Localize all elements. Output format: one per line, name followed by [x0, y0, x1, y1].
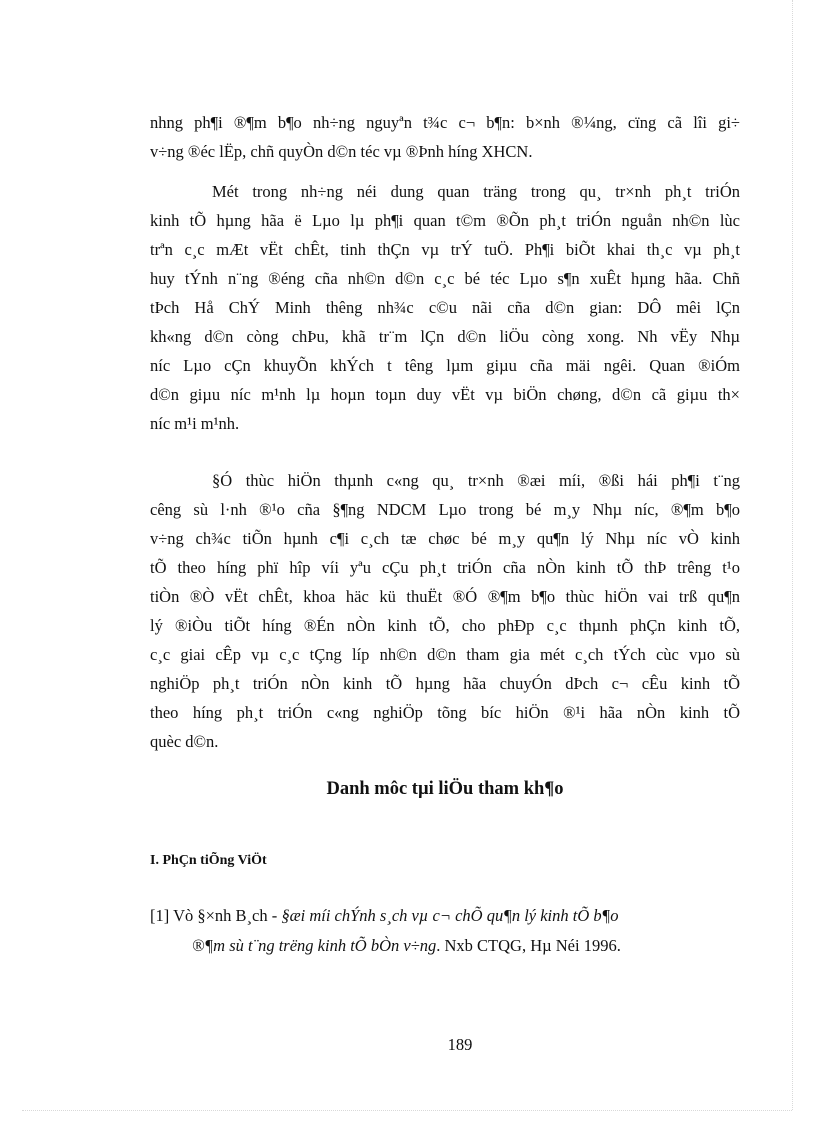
text-line: kh«ng d©n còng chÞu, khã tr¨m lÇn d©n liÖu còng xong. Nh vËy Nhµ	[150, 327, 740, 346]
page-edge-guide-bottom	[22, 1110, 792, 1111]
text-line: d©n giµu níc m¹nh lµ hoµn toµn duy vËt vµ biÖn chøng, d©n cã giµu th×	[150, 385, 740, 404]
reference-entry	[150, 901, 750, 961]
text-line: tÕ theo híng phï hîp víi yªu cÇu ph¸t triÓn cña nÒn kinh tÕ thÞ trêng t¹o	[150, 558, 740, 577]
text-line: tiÒn ®Ò vËt chÊt, khoa häc kü thuËt ®Ó ®¶m b¶o thùc hiÖn vai trß qu¶n	[150, 587, 740, 606]
text-line: níc m¹i m¹nh.	[150, 414, 240, 433]
text-line: §Ó thùc hiÖn thµnh c«ng qu¸ tr×nh ®æi míi, ®ßi hái ph¶i t¨ng	[212, 471, 740, 490]
text-line: c¸c giai cÊp vµ c¸c tÇng líp nh©n d©n tham gia mét c¸ch tÝch cùc vµo sù	[150, 645, 740, 664]
reference-title: §æi míi chÝnh s¸ch vµ c¬ chÕ qu¶n lý kinh tÕ b¶o	[281, 906, 619, 925]
paragraph-1	[150, 108, 740, 166]
page-number: 189	[447, 1035, 473, 1054]
reference-number: [1]	[150, 906, 170, 925]
paragraph-2	[150, 177, 740, 438]
text-line: tÞch Hå ChÝ Minh thêng nh¾c c©u nãi cña d©n gian: DÔ mêi lÇn	[150, 298, 740, 317]
reference-publisher: . Nxb CTQG, Hµ Néi 1996.	[436, 936, 621, 955]
reference-line	[150, 906, 619, 925]
text-line: huy tÝnh n¨ng ®éng cña nh©n d©n c¸c bé téc Lµo s¶n xuÊt hµng hãa. Chñ	[150, 269, 740, 288]
reference-title-continued: ®¶m sù t¨ng trëng kinh tÕ bÒn v÷ng	[192, 936, 437, 955]
references-heading: Danh môc tµi liÖu tham kh¶o	[326, 779, 564, 799]
text-line: theo híng ph¸t triÓn c«ng nghiÖp tõng bíc hiÖn ®¹i hãa nÒn kinh tÕ	[150, 703, 740, 722]
page-edge-guide-right	[792, 0, 793, 1110]
reference-line	[150, 931, 750, 961]
text-line: quèc d©n.	[150, 732, 219, 751]
text-line: v÷ng ®éc lËp, chñ quyÒn d©n téc vµ ®Þnh híng XHCN.	[150, 142, 533, 161]
text-line: trªn c¸c mÆt vËt chÊt, tinh thÇn vµ trÝ tuÖ. Ph¶i biÕt khai th¸c vµ ph¸t	[150, 240, 740, 259]
text-line: kinh tÕ hµng hãa ë Lµo lµ ph¶i quan t©m ®Õn ph¸t triÓn nguån nh©n lùc	[150, 211, 740, 230]
text-line: lý ®iÒu tiÕt híng ®Én nÒn kinh tÕ, cho phÐp c¸c thµnh phÇn kinh tÕ,	[150, 616, 740, 635]
text-line: nghiÖp ph¸t triÓn nÒn kinh tÕ hµng hãa chuyÓn dÞch c¬ cÊu kinh tÕ	[150, 674, 740, 693]
text-line: Mét trong nh÷ng néi dung quan träng trong qu¸ tr×nh ph¸t triÓn	[212, 182, 740, 201]
paragraph-3	[150, 466, 740, 756]
text-line: cêng sù l·nh ®¹o cña §¶ng NDCM Lµo trong bé m¸y Nhµ níc, ®¶m b¶o	[150, 500, 740, 519]
text-line: níc Lµo cÇn khuyÕn khÝch t têng lµm giµu cña mäi ngêi. Quan ®iÓm	[150, 356, 740, 375]
text-line: v÷ng ch¾c tiÕn hµnh c¶i c¸ch tæ chøc bé m¸y qu¶n lý Nhµ níc vÒ kinh	[150, 529, 740, 548]
reference-author: Vò §×nh B¸ch -	[173, 906, 282, 925]
text-line: nhng ph¶i ®¶m b¶o nh÷ng nguyªn t¾c c¬ b¶n: b×nh ®¼ng, cïng cã lîi gi÷	[150, 113, 740, 132]
section-label: I. PhÇn tiÕng ViÖt	[150, 853, 267, 868]
